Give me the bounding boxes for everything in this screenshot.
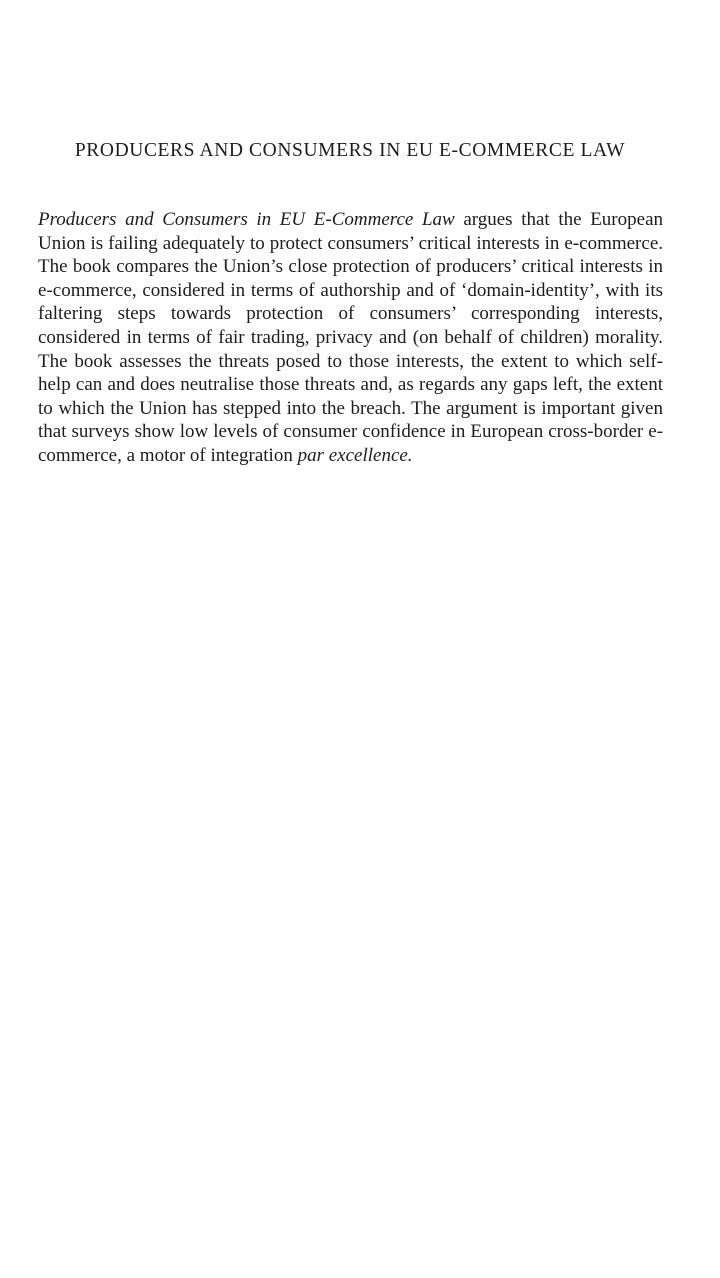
description-body: argues that the European Union is failing adequately to protect consumers’ critical interests in e-commerce. The book compares the Union’s close protection of producers’ critical interests in e-commerce, considered in terms of authorship and of ‘domain-identity’, with its faltering steps towards protection of consumers’ corresponding interests, considered in terms of fair trading, privacy and (on behalf of children) morality. The book assesses the threats posed to those interests, the extent to which self-help can and does neutralise those threats and, as regards any gaps left, the extent to which the Union has stepped into the breach. The argument is important given that surveys show low levels of consumer confidence in European cross-border e-commerce, a motor of integration (38, 209, 663, 466)
closing-italic-phrase: par excellence. (297, 444, 413, 466)
book-title-italic: Producers and Consumers in EU E-Commerce Law (38, 209, 455, 230)
page-title: PRODUCERS AND CONSUMERS IN EU E-COMMERCE LAW (74, 140, 626, 161)
book-description (38, 208, 663, 468)
